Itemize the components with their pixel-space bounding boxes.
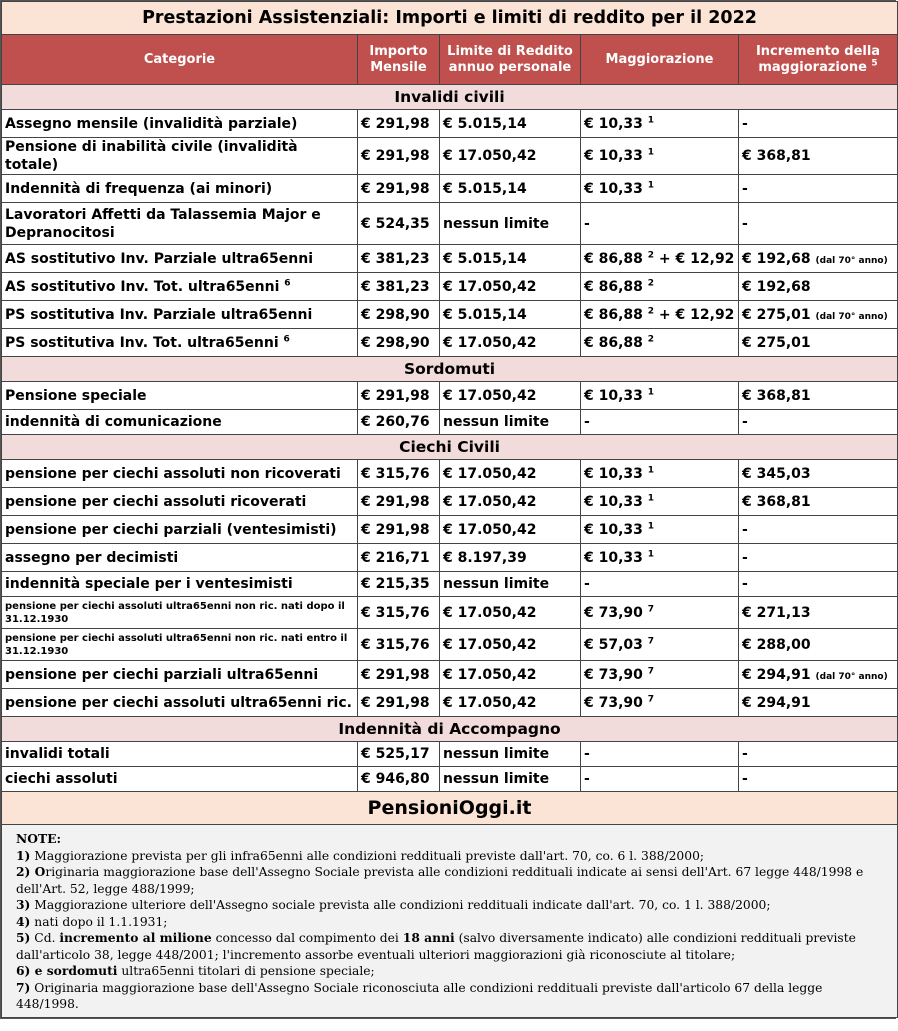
cell-incremento: € 288,00	[739, 629, 898, 661]
cell-limite: € 5.015,14	[440, 301, 581, 329]
cell-categoria: Indennità di frequenza (ai minori)	[2, 175, 358, 203]
cell-importo: € 291,98	[358, 516, 440, 544]
cell-importo: € 298,90	[358, 301, 440, 329]
table-row	[2, 460, 898, 488]
table-row	[2, 742, 898, 767]
cell-maggiorazione: -	[581, 410, 739, 435]
cell-incremento: € 271,13	[739, 597, 898, 629]
table-row	[2, 516, 898, 544]
section-row	[2, 435, 898, 460]
cell-incremento: € 275,01	[739, 329, 898, 357]
cell-maggiorazione: € 86,88 $^2$ + € 12,92	[581, 301, 739, 329]
cell-limite: nessun limite	[440, 410, 581, 435]
cell-maggiorazione: € 10,33 $^1$	[581, 544, 739, 572]
table-row	[2, 597, 898, 629]
cell-incremento: -	[739, 175, 898, 203]
cell-categoria: Pensione speciale	[2, 382, 358, 410]
cell-importo: € 381,23	[358, 273, 440, 301]
cell-categoria: pensione per ciechi assoluti ultra65enni ric.	[2, 689, 358, 717]
cell-incremento: -	[739, 767, 898, 792]
cell-importo: € 260,76	[358, 410, 440, 435]
cell-limite: € 17.050,42	[440, 138, 581, 175]
cell-maggiorazione: -	[581, 203, 739, 245]
cell-incremento: € 368,81	[739, 488, 898, 516]
note-5: 5) Cd. incremento al milione concesso dal compimento dei 18 anni (salvo diversamente indicato) alle condizioni reddituali previste dall'articolo 38, legge 448/2001; l'incremento assorbe eventuali ulteriori maggiorazioni già riconosciute al titolare;	[16, 930, 856, 962]
note-2: 2) Originaria maggiorazione base dell'Assegno Sociale prevista alle condizioni reddituali indicate ai sensi dell'Art. 67 legge 448/1998 e dell'Art. 52, legge 488/1999;	[16, 864, 864, 896]
note-7: 7) Originaria maggiorazione base dell'Assegno Sociale riconosciuta alle condizioni reddituali previste dall'articolo 67 della legge 448/1998.	[16, 979, 823, 1011]
note-1: 1) Maggiorazione prevista per gli infra65enni alle condizioni reddituali previste dall'art. 70, co. 6 l. 388/2000;	[16, 847, 705, 863]
cell-limite: € 17.050,42	[440, 689, 581, 717]
cell-categoria: Assegno mensile (invalidità parziale)	[2, 110, 358, 138]
table-row	[2, 273, 898, 301]
table-row	[2, 572, 898, 597]
cell-categoria: ciechi assoluti	[2, 767, 358, 792]
cell-importo: € 291,98	[358, 488, 440, 516]
notes-heading: NOTE:	[16, 831, 62, 846]
cell-importo: € 291,98	[358, 689, 440, 717]
cell-maggiorazione: € 10,33 $^1$	[581, 138, 739, 175]
section-row	[2, 85, 898, 110]
cell-categoria: pensione per ciechi assoluti ultra65enni non ric. nati dopo il 31.12.1930	[2, 597, 358, 629]
cell-categoria: Pensione di inabilità civile (invalidità totale)	[2, 138, 358, 175]
cell-maggiorazione: € 86,88 $^2$	[581, 329, 739, 357]
cell-incremento: -	[739, 203, 898, 245]
cell-incremento: € 275,01 (dal 70° anno)	[739, 301, 898, 329]
cell-maggiorazione: € 57,03 $^7$	[581, 629, 739, 661]
section-title: Ciechi Civili	[2, 435, 898, 460]
table-body	[2, 85, 898, 792]
cell-limite: € 5.015,14	[440, 245, 581, 273]
table-row	[2, 488, 898, 516]
cell-incremento: -	[739, 544, 898, 572]
header-categorie: Categorie	[2, 35, 358, 85]
cell-maggiorazione: -	[581, 742, 739, 767]
table-row	[2, 629, 898, 661]
cell-importo: € 381,23	[358, 245, 440, 273]
cell-limite: € 5.015,14	[440, 110, 581, 138]
cell-limite: € 17.050,42	[440, 488, 581, 516]
cell-maggiorazione: € 10,33 $^1$	[581, 488, 739, 516]
cell-categoria: pensione per ciechi assoluti ultra65enni non ric. nati entro il 31.12.1930	[2, 629, 358, 661]
table-row	[2, 410, 898, 435]
cell-limite: nessun limite	[440, 742, 581, 767]
table-row	[2, 138, 898, 175]
cell-incremento: € 368,81	[739, 138, 898, 175]
section-title: Indennità di Accompagno	[2, 717, 898, 742]
cell-maggiorazione: € 73,90 $^7$	[581, 597, 739, 629]
header-importo: Importo Mensile	[358, 35, 440, 85]
cell-limite: € 17.050,42	[440, 516, 581, 544]
cell-maggiorazione: € 10,33 $^1$	[581, 460, 739, 488]
cell-maggiorazione: -	[581, 572, 739, 597]
section-title: Invalidi civili	[2, 85, 898, 110]
brand-footer: PensioniOggi.it	[2, 792, 898, 825]
benefits-table	[1, 1, 898, 1018]
cell-importo: € 315,76	[358, 597, 440, 629]
cell-limite: € 17.050,42	[440, 661, 581, 689]
cell-categoria: pensione per ciechi parziali ultra65enni	[2, 661, 358, 689]
section-row	[2, 717, 898, 742]
cell-limite: € 17.050,42	[440, 460, 581, 488]
cell-incremento: -	[739, 410, 898, 435]
cell-importo: € 291,98	[358, 661, 440, 689]
cell-categoria: pensione per ciechi parziali (ventesimisti)	[2, 516, 358, 544]
cell-incremento: -	[739, 516, 898, 544]
cell-incremento: -	[739, 110, 898, 138]
cell-categoria: indennità di comunicazione	[2, 410, 358, 435]
table-row	[2, 661, 898, 689]
cell-maggiorazione: € 10,33 $^1$	[581, 516, 739, 544]
cell-importo: € 291,98	[358, 110, 440, 138]
cell-limite: € 17.050,42	[440, 329, 581, 357]
cell-limite: € 17.050,42	[440, 597, 581, 629]
cell-incremento: € 345,03	[739, 460, 898, 488]
cell-incremento: -	[739, 572, 898, 597]
table-row	[2, 245, 898, 273]
cell-categoria: invalidi totali	[2, 742, 358, 767]
table-row	[2, 689, 898, 717]
header-row	[2, 35, 898, 85]
header-limite: Limite di Reddito annuo personale	[440, 35, 581, 85]
cell-importo: € 525,17	[358, 742, 440, 767]
cell-importo: € 215,35	[358, 572, 440, 597]
cell-importo: € 291,98	[358, 382, 440, 410]
cell-categoria: pensione per ciechi assoluti non ricoverati	[2, 460, 358, 488]
table-row	[2, 329, 898, 357]
cell-categoria: indennità speciale per i ventesimisti	[2, 572, 358, 597]
table-row	[2, 110, 898, 138]
header-maggiorazione: Maggiorazione	[581, 35, 739, 85]
cell-limite: € 17.050,42	[440, 629, 581, 661]
cell-categoria: AS sostitutivo Inv. Tot. ultra65enni $^6$	[2, 273, 358, 301]
cell-categoria: pensione per ciechi assoluti ricoverati	[2, 488, 358, 516]
cell-maggiorazione: € 10,33 $^1$	[581, 175, 739, 203]
cell-limite: € 5.015,14	[440, 175, 581, 203]
note-6: 6) e sordomuti ultra65enni titolari di pensione speciale;	[16, 963, 375, 978]
cell-importo: € 291,98	[358, 138, 440, 175]
table-row	[2, 301, 898, 329]
cell-incremento: € 192,68 (dal 70° anno)	[739, 245, 898, 273]
header-incremento: Incremento della maggiorazione $^5$	[739, 35, 898, 85]
table-row	[2, 544, 898, 572]
cell-categoria: Lavoratori Affetti da Talassemia Major e Depranocitosi	[2, 203, 358, 245]
cell-importo: € 216,71	[358, 544, 440, 572]
cell-limite: € 17.050,42	[440, 273, 581, 301]
cell-limite: € 8.197,39	[440, 544, 581, 572]
cell-maggiorazione: € 73,90 $^7$	[581, 661, 739, 689]
table-row	[2, 203, 898, 245]
table-row	[2, 767, 898, 792]
cell-maggiorazione: € 10,33 $^1$	[581, 110, 739, 138]
cell-incremento: € 294,91	[739, 689, 898, 717]
cell-limite: € 17.050,42	[440, 382, 581, 410]
notes-section	[2, 825, 898, 1018]
cell-importo: € 315,76	[358, 629, 440, 661]
cell-incremento: -	[739, 742, 898, 767]
note-4: 4) nati dopo il 1.1.1931;	[16, 913, 168, 929]
cell-categoria: assegno per decimisti	[2, 544, 358, 572]
cell-importo: € 291,98	[358, 175, 440, 203]
cell-maggiorazione: -	[581, 767, 739, 792]
cell-categoria: PS sostitutiva Inv. Parziale ultra65enni	[2, 301, 358, 329]
cell-maggiorazione: € 86,88 $^2$	[581, 273, 739, 301]
section-row	[2, 357, 898, 382]
cell-maggiorazione: € 86,88 $^2$ + € 12,92	[581, 245, 739, 273]
cell-categoria: PS sostitutiva Inv. Tot. ultra65enni $^6$	[2, 329, 358, 357]
cell-incremento: € 368,81	[739, 382, 898, 410]
cell-importo: € 315,76	[358, 460, 440, 488]
table-row	[2, 382, 898, 410]
table-title: Prestazioni Assistenziali: Importi e limiti di reddito per il 2022	[2, 2, 898, 35]
cell-limite: nessun limite	[440, 203, 581, 245]
cell-incremento: € 294,91 (dal 70° anno)	[739, 661, 898, 689]
table-row	[2, 175, 898, 203]
cell-maggiorazione: € 73,90 $^7$	[581, 689, 739, 717]
cell-categoria: AS sostitutivo Inv. Parziale ultra65enni	[2, 245, 358, 273]
note-3: 3) Maggiorazione ulteriore dell'Assegno sociale prevista alle condizioni reddituali indicate dall'art. 70, co. 1 l. 388/2000;	[16, 897, 771, 912]
cell-limite: nessun limite	[440, 767, 581, 792]
cell-limite: nessun limite	[440, 572, 581, 597]
cell-incremento: € 192,68	[739, 273, 898, 301]
cell-importo: € 946,80	[358, 767, 440, 792]
section-title: Sordomuti	[2, 357, 898, 382]
cell-importo: € 298,90	[358, 329, 440, 357]
cell-importo: € 524,35	[358, 203, 440, 245]
cell-maggiorazione: € 10,33 $^1$	[581, 382, 739, 410]
